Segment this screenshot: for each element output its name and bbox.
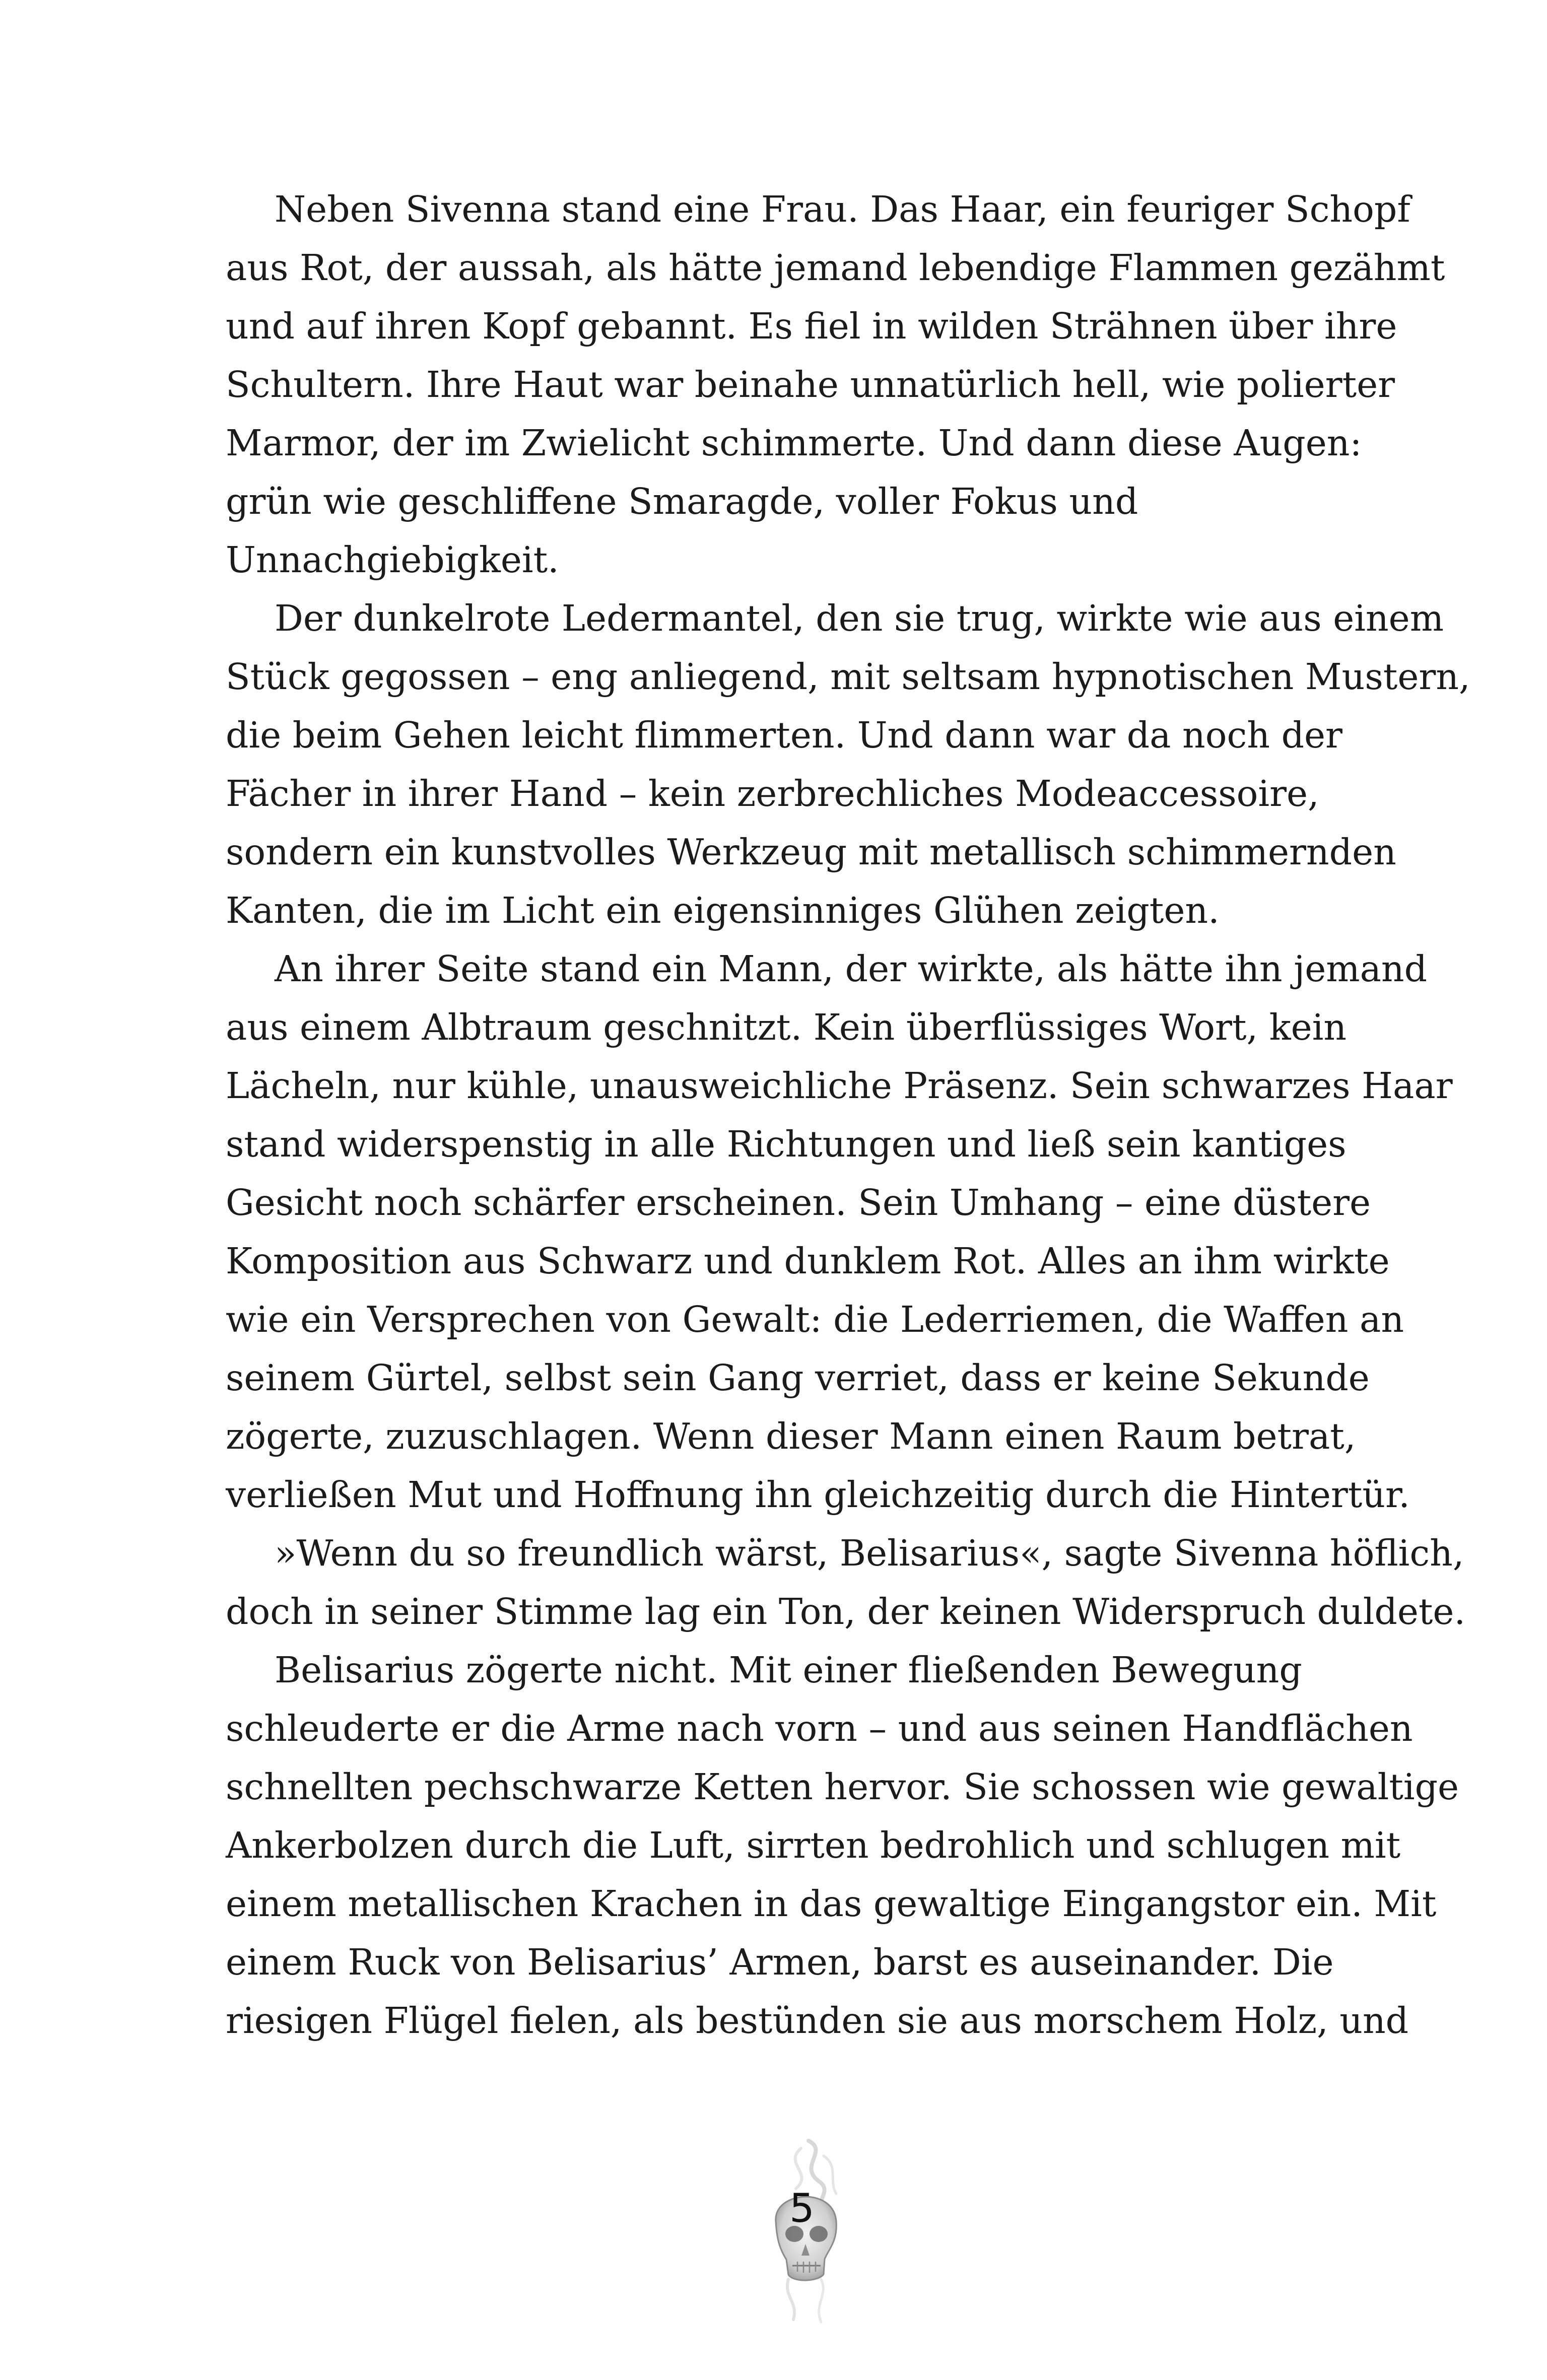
text-line: einem metallischen Krachen in das gewaltige Eingangstor ein. Mit <box>226 1883 1437 1925</box>
text-line: grün wie geschliffene Smaragde, voller Fokus und <box>226 481 1138 522</box>
text-line: Ankerbolzen durch die Luft, sirrten bedrohlich und schlugen mit <box>226 1824 1401 1866</box>
text-line: aus Rot, der aussah, als hätte jemand lebendige Flammen gezähmt <box>226 247 1445 289</box>
text-line: stand widerspenstig in alle Richtungen und ließ sein kantiges <box>226 1123 1347 1165</box>
text-line: Belisarius zögerte nicht. Mit einer fließenden Bewegung <box>275 1649 1302 1691</box>
text-line: zögerte, zuzuschlagen. Wenn dieser Mann einen Raum betrat, <box>226 1415 1356 1457</box>
text-line: aus einem Albtraum geschnitzt. Kein überflüssiges Wort, kein <box>226 1006 1347 1048</box>
text-line: riesigen Flügel fielen, als bestünden sie aus morschem Holz, und <box>226 2000 1409 2042</box>
text-line: die beim Gehen leicht flimmerten. Und dann war da noch der <box>226 714 1342 756</box>
text-line: schleuderte er die Arme nach vorn – und aus seinen Handflächen <box>226 1708 1413 1749</box>
text-line: sondern ein kunstvolles Werkzeug mit metallisch schimmernden <box>226 831 1396 873</box>
text-line: schnellten pechschwarze Ketten hervor. Sie schossen wie gewaltige <box>226 1766 1459 1808</box>
text-line: Fächer in ihrer Hand – kein zerbrechliches Modeaccessoire, <box>226 773 1319 814</box>
page-number: 5 <box>789 2186 815 2231</box>
skull-ornament-icon <box>753 2136 854 2327</box>
paragraph <box>226 940 1453 1524</box>
text-line: und auf ihren Kopf gebannt. Es fiel in wilden Strähnen über ihre <box>226 305 1397 347</box>
text-line: An ihrer Seite stand ein Mann, der wirkte, als hätte ihn jemand <box>275 948 1428 990</box>
text-line: Stück gegossen – eng anliegend, mit seltsam hypnotischen Mustern, <box>226 656 1470 698</box>
text-line: doch in seiner Stimme lag ein Ton, der keinen Widerspruch duldete. <box>226 1591 1466 1633</box>
paragraph <box>226 1524 1466 1641</box>
text-line: wie ein Versprechen von Gewalt: die Lederriemen, die Waffen an <box>226 1299 1404 1340</box>
paragraph <box>226 589 1470 940</box>
text-line: Gesicht noch schärfer erscheinen. Sein Umhang – eine düstere <box>226 1182 1371 1223</box>
text-line: Marmor, der im Zwielicht schimmerte. Und dann diese Augen: <box>226 422 1362 464</box>
paragraph <box>226 1641 1459 2050</box>
page-footer <box>753 2136 854 2327</box>
text-line: Neben Sivenna stand eine Frau. Das Haar, ein feuriger Schopf <box>275 188 1410 230</box>
text-line: »Wenn du so freundlich wärst, Belisarius«, sagte Sivenna höflich, <box>275 1532 1464 1574</box>
text-line: Unnachgiebigkeit. <box>226 539 559 581</box>
text-line: Komposition aus Schwarz und dunklem Rot. Alles an ihm wirkte <box>226 1240 1390 1282</box>
text-line: Kanten, die im Licht ein eigensinniges Glühen zeigten. <box>226 890 1220 931</box>
text-line: Lächeln, nur kühle, unausweichliche Präsenz. Sein schwarzes Haar <box>226 1065 1453 1107</box>
text-line: einem Ruck von Belisarius’ Armen, barst es auseinander. Die <box>226 1941 1334 1983</box>
body-text <box>226 180 1470 2050</box>
text-line: Schultern. Ihre Haut war beinahe unnatürlich hell, wie polierter <box>226 364 1395 405</box>
paragraph <box>226 180 1445 589</box>
text-line: verließen Mut und Hoffnung ihn gleichzeitig durch die Hintertür. <box>226 1474 1410 1516</box>
text-line: seinem Gürtel, selbst sein Gang verriet, dass er keine Sekunde <box>226 1357 1370 1399</box>
text-line: Der dunkelrote Ledermantel, den sie trug, wirkte wie aus einem <box>275 597 1444 639</box>
